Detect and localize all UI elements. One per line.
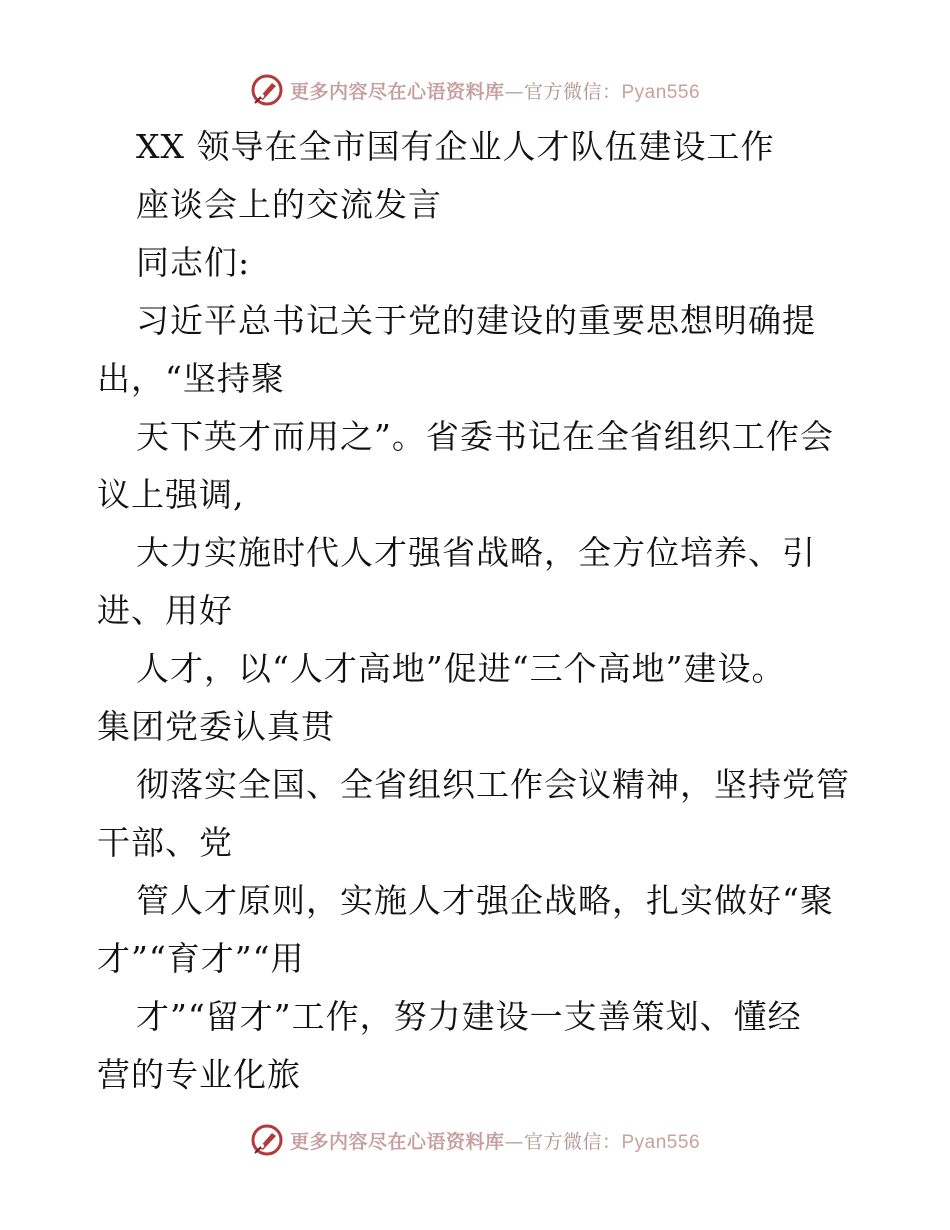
paragraph-line: 大力实施时代人才强省战略，全方位培养、引 xyxy=(136,533,816,572)
paragraph-line: 干部、党 xyxy=(97,823,233,862)
watermark-text xyxy=(290,77,700,104)
pen-nib-circle-icon xyxy=(250,73,284,107)
paragraph-line: 才”“育才”“用 xyxy=(97,939,305,978)
watermark-separator: — xyxy=(504,1130,524,1153)
paragraph-line: 彻落实全国、全省组织工作会议精神，坚持党管 xyxy=(136,765,850,804)
paragraph-line: 集团党委认真贯 xyxy=(97,707,335,746)
paragraph-line: 议上强调, xyxy=(97,475,245,514)
watermark-wechat-label: 官方微信： xyxy=(523,80,622,103)
paragraph-line: XX 领导在全市国有企业人才队伍建设工作 xyxy=(136,127,775,166)
watermark-wechat-id: Pyan556 xyxy=(621,81,701,103)
paragraph-line: 才”“留才”工作，努力建设一支善策划、懂经 xyxy=(136,997,802,1036)
paragraph-line: 同志们: xyxy=(136,243,251,282)
pen-nib-circle-icon xyxy=(250,1123,284,1157)
paragraph-line: 座谈会上的交流发言 xyxy=(136,185,442,224)
paragraph-line: 习近平总书记关于党的建设的重要思想明确提 xyxy=(136,301,816,340)
paragraph-line: 人才，以“人才高地”促进“三个高地”建设。 xyxy=(136,649,786,688)
document-body xyxy=(97,118,897,1104)
footer-watermark-banner xyxy=(0,1120,950,1160)
paragraph-line: 管人才原则，实施人才强企战略，扎实做好“聚 xyxy=(136,881,834,920)
watermark-text xyxy=(290,1127,700,1154)
header-watermark-banner xyxy=(0,70,950,110)
paragraph-line: 出，“坚持聚 xyxy=(97,359,285,398)
paragraph-line: 营的专业化旅 xyxy=(97,1055,301,1094)
watermark-title: 更多内容尽在心语资料库 xyxy=(289,80,505,103)
paragraph-line: 进、用好 xyxy=(97,591,233,630)
watermark-wechat-label: 官方微信： xyxy=(523,1130,622,1153)
paragraph-line: 天下英才而用之”。省委书记在全省组织工作会 xyxy=(136,417,834,456)
watermark-separator: — xyxy=(504,80,524,103)
watermark-wechat-id: Pyan556 xyxy=(621,1131,701,1153)
watermark-title: 更多内容尽在心语资料库 xyxy=(289,1130,505,1153)
